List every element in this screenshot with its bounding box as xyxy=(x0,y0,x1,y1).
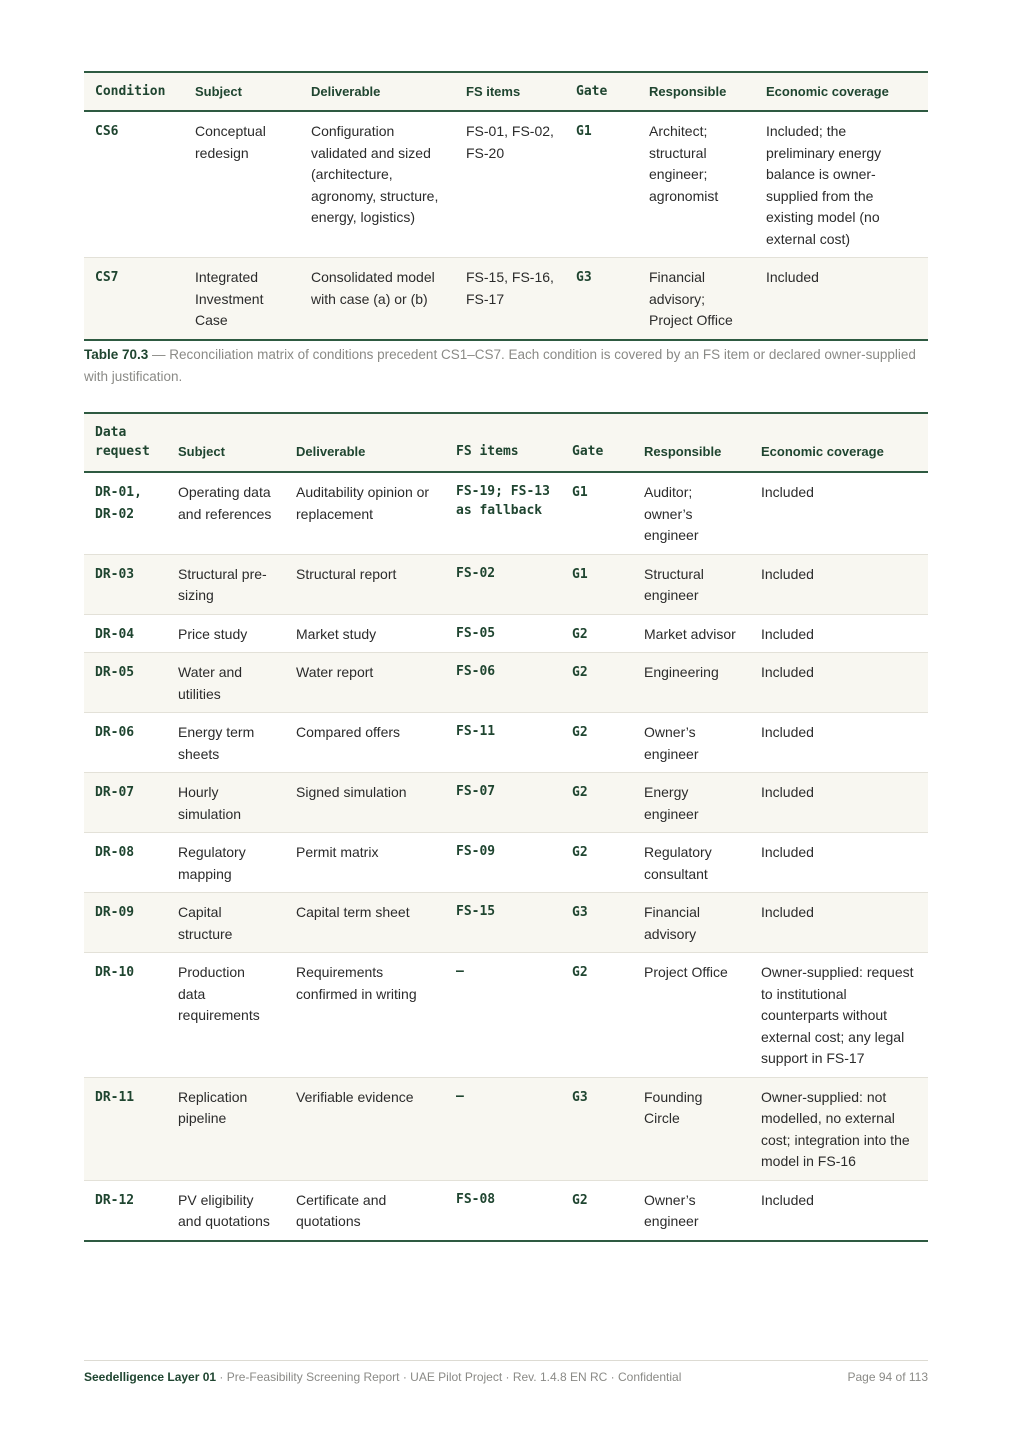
table-row xyxy=(84,614,928,653)
coverage-cell: Included xyxy=(750,713,928,773)
request-code: DR-09 xyxy=(84,893,167,953)
coverage-cell: Included xyxy=(750,773,928,833)
footer-brand: Seedelligence Layer 01 xyxy=(84,1370,217,1384)
column-header: Deliverable xyxy=(285,413,445,472)
table-row xyxy=(84,472,928,554)
responsible-cell: Market advisor xyxy=(633,614,750,653)
fs-items-cell: FS-07 xyxy=(445,773,561,833)
column-header: Economic coverage xyxy=(750,413,928,472)
footer-divider xyxy=(84,1360,928,1361)
request-code: DR-03 xyxy=(84,554,167,614)
gate-cell: G2 xyxy=(561,1180,633,1241)
footer-text: · Pre-Feasibility Screening Report · UAE Pilot Project · Rev. 1.4.8 EN RC · Confidential xyxy=(216,1370,682,1384)
fs-items-cell: FS-09 xyxy=(445,833,561,893)
coverage-cell: Included xyxy=(750,893,928,953)
deliverable-cell: Configuration validated and sized (architecture, agronomy, structure, energy, logistics) xyxy=(300,111,455,258)
gate-cell: G1 xyxy=(565,111,638,258)
responsible-cell: Engineering xyxy=(633,653,750,713)
request-code: DR-10 xyxy=(84,953,167,1078)
subject-cell: Energy term sheets xyxy=(167,713,285,773)
request-code: DR-04 xyxy=(84,614,167,653)
fs-items-cell: FS-06 xyxy=(445,653,561,713)
caption-text: — Reconciliation matrix of conditions precedent CS1–CS7. Each condition is covered by an FS item or declared owner-supplied with justification. xyxy=(84,347,916,384)
coverage-cell: Owner-supplied: request to institutional counterparts without external cost; any legal support in FS-17 xyxy=(750,953,928,1078)
column-header: FS items xyxy=(445,413,561,472)
gate-cell: G1 xyxy=(561,472,633,554)
coverage-cell: Included xyxy=(750,833,928,893)
table-row xyxy=(84,1180,928,1241)
responsible-cell: Energy engineer xyxy=(633,773,750,833)
deliverable-cell: Compared offers xyxy=(285,713,445,773)
table-row xyxy=(84,1077,928,1180)
request-code: DR-07 xyxy=(84,773,167,833)
gate-cell: G2 xyxy=(561,773,633,833)
table-row xyxy=(84,258,928,340)
subject-cell: PV eligibility and quotations xyxy=(167,1180,285,1241)
subject-cell: Capital structure xyxy=(167,893,285,953)
gate-cell: G2 xyxy=(561,953,633,1078)
responsible-cell: Auditor; owner’s engineer xyxy=(633,472,750,554)
deliverable-cell: Water report xyxy=(285,653,445,713)
fs-items-cell: FS-15 xyxy=(445,893,561,953)
deliverable-cell: Certificate and quotations xyxy=(285,1180,445,1241)
deliverable-cell: Structural report xyxy=(285,554,445,614)
deliverable-cell: Requirements confirmed in writing xyxy=(285,953,445,1078)
column-header: Subject xyxy=(184,72,300,111)
fs-items-cell: FS-08 xyxy=(445,1180,561,1241)
request-code: DR-05 xyxy=(84,653,167,713)
responsible-cell: Architect; structural engineer; agronomist xyxy=(638,111,755,258)
deliverable-cell: Consolidated model with case (a) or (b) xyxy=(300,258,455,340)
subject-cell: Integrated Investment Case xyxy=(184,258,300,340)
responsible-cell: Regulatory consultant xyxy=(633,833,750,893)
deliverable-cell: Verifiable evidence xyxy=(285,1077,445,1180)
condition-code: CS6 xyxy=(84,111,184,258)
subject-cell: Production data requirements xyxy=(167,953,285,1078)
gate-cell: G2 xyxy=(561,653,633,713)
condition-code: CS7 xyxy=(84,258,184,340)
table-row xyxy=(84,713,928,773)
conditions-table xyxy=(84,71,928,341)
fs-items-cell: FS-05 xyxy=(445,614,561,653)
responsible-cell: Project Office xyxy=(633,953,750,1078)
responsible-cell: Financial advisory xyxy=(633,893,750,953)
subject-cell: Water and utilities xyxy=(167,653,285,713)
table-header-row xyxy=(84,413,928,472)
request-code: DR-08 xyxy=(84,833,167,893)
table-row xyxy=(84,111,928,258)
table-row xyxy=(84,554,928,614)
fs-items-cell: FS-19; FS-13 as fallback xyxy=(445,472,561,554)
table-row xyxy=(84,893,928,953)
fs-items-cell: FS-11 xyxy=(445,713,561,773)
coverage-cell: Included xyxy=(750,554,928,614)
responsible-cell: Owner’s engineer xyxy=(633,1180,750,1241)
fs-items-cell: FS-15, FS-16, FS-17 xyxy=(455,258,565,340)
coverage-cell: Included; the preliminary energy balance is owner-supplied from the existing model (no external cost) xyxy=(755,111,928,258)
subject-cell: Hourly simulation xyxy=(167,773,285,833)
column-header: Economic coverage xyxy=(755,72,928,111)
gate-cell: G1 xyxy=(561,554,633,614)
fs-items-cell: — xyxy=(445,953,561,1078)
gate-cell: G3 xyxy=(561,893,633,953)
coverage-cell: Included xyxy=(755,258,928,340)
responsible-cell: Owner’s engineer xyxy=(633,713,750,773)
column-header: Responsible xyxy=(638,72,755,111)
subject-cell: Operating data and references xyxy=(167,472,285,554)
column-header: Gate xyxy=(565,72,638,111)
column-header: Deliverable xyxy=(300,72,455,111)
request-code: DR-06 xyxy=(84,713,167,773)
subject-cell: Conceptual redesign xyxy=(184,111,300,258)
deliverable-cell: Capital term sheet xyxy=(285,893,445,953)
column-header: Responsible xyxy=(633,413,750,472)
coverage-cell: Owner-supplied: not modelled, no external cost; integration into the model in FS-16 xyxy=(750,1077,928,1180)
coverage-cell: Included xyxy=(750,472,928,554)
request-code: DR-11 xyxy=(84,1077,167,1180)
request-code: DR-01, DR-02 xyxy=(84,472,167,554)
column-header: Data request xyxy=(84,413,167,472)
table-row xyxy=(84,773,928,833)
table-row xyxy=(84,953,928,1078)
subject-cell: Structural pre-sizing xyxy=(167,554,285,614)
responsible-cell: Financial advisory; Project Office xyxy=(638,258,755,340)
column-header: FS items xyxy=(455,72,565,111)
request-code: DR-12 xyxy=(84,1180,167,1241)
subject-cell: Replication pipeline xyxy=(167,1077,285,1180)
fs-items-cell: FS-02 xyxy=(445,554,561,614)
column-header: Condition xyxy=(84,72,184,111)
table-row xyxy=(84,833,928,893)
responsible-cell: Founding Circle xyxy=(633,1077,750,1180)
responsible-cell: Structural engineer xyxy=(633,554,750,614)
subject-cell: Price study xyxy=(167,614,285,653)
fs-items-cell: FS-01, FS-02, FS-20 xyxy=(455,111,565,258)
page-number: Page 94 of 113 xyxy=(847,1370,928,1384)
subject-cell: Regulatory mapping xyxy=(167,833,285,893)
column-header: Subject xyxy=(167,413,285,472)
deliverable-cell: Auditability opinion or replacement xyxy=(285,472,445,554)
fs-items-cell: — xyxy=(445,1077,561,1180)
gate-cell: G2 xyxy=(561,614,633,653)
gate-cell: G2 xyxy=(561,833,633,893)
gate-cell: G3 xyxy=(561,1077,633,1180)
coverage-cell: Included xyxy=(750,614,928,653)
table-caption xyxy=(84,344,928,388)
column-header: Gate xyxy=(561,413,633,472)
coverage-cell: Included xyxy=(750,1180,928,1241)
caption-label: Table 70.3 xyxy=(84,347,149,362)
footer-title xyxy=(84,1370,681,1384)
table-row xyxy=(84,653,928,713)
data-requests-body xyxy=(84,472,928,1241)
gate-cell: G2 xyxy=(561,713,633,773)
deliverable-cell: Signed simulation xyxy=(285,773,445,833)
table-header-row xyxy=(84,72,928,111)
data-requests-table xyxy=(84,412,928,1242)
deliverable-cell: Permit matrix xyxy=(285,833,445,893)
coverage-cell: Included xyxy=(750,653,928,713)
gate-cell: G3 xyxy=(565,258,638,340)
deliverable-cell: Market study xyxy=(285,614,445,653)
